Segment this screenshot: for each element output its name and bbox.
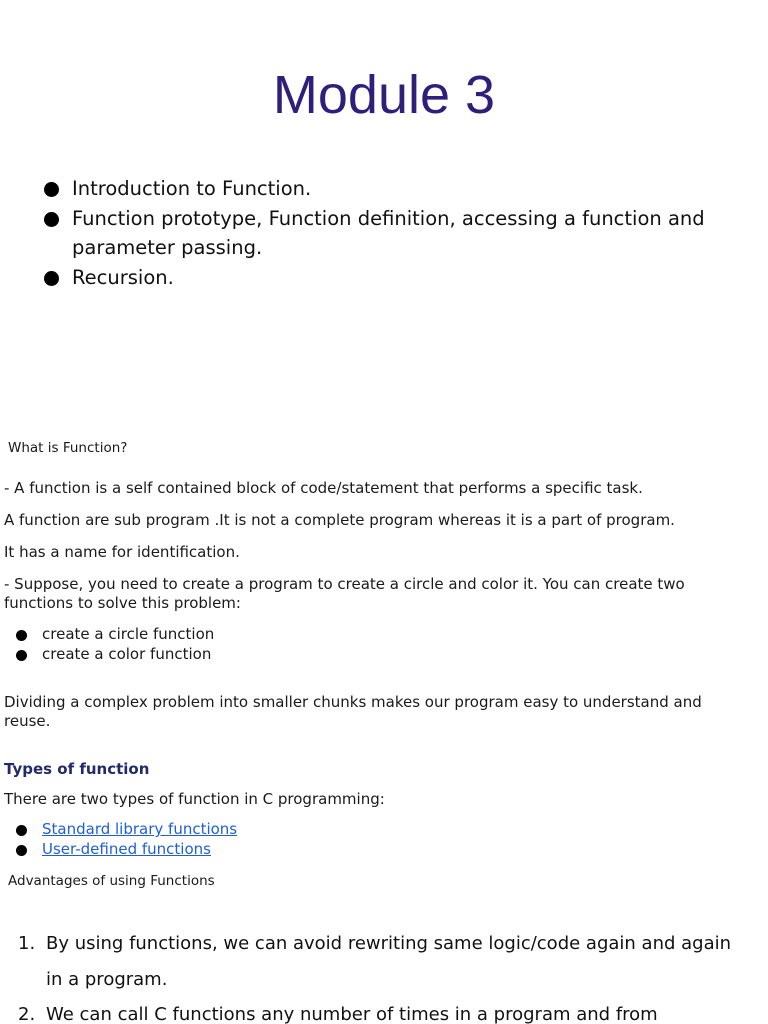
advantage-label: By using functions, we can avoid rewriting same logic/code again and again in a program.: [46, 933, 732, 990]
list-item-label: create a color function: [42, 644, 212, 663]
topic-item: [44, 204, 744, 263]
types-intro-paragraph: There are two types of function in C programming:: [4, 790, 385, 808]
types-heading: Types of function: [4, 760, 150, 778]
types-links-list: [16, 820, 237, 859]
list-item: [18, 926, 738, 997]
advantages-heading: Advantages of using Functions: [8, 873, 215, 889]
topic-label: Introduction to Function.: [72, 177, 312, 200]
example-intro-paragraph: - Suppose, you need to create a program to create a circle and color it. You can create two functions to solve this problem:: [4, 575, 685, 612]
definition-paragraph: - A function is a self contained block of code/statement that performs a specific task.: [4, 479, 643, 497]
bullet-icon: [44, 182, 59, 197]
standard-library-functions-link[interactable]: Standard library functions: [42, 820, 238, 838]
bullet-icon: [16, 825, 27, 836]
list-item: [16, 645, 214, 665]
list-item: [16, 840, 237, 860]
topic-item: [44, 263, 744, 293]
definition-paragraph: It has a name for identification.: [4, 543, 240, 561]
topic-label: Function prototype, Function definition, accessing a function and parameter passing.: [72, 206, 705, 259]
list-number: 2.: [18, 1004, 36, 1024]
module-topics-list: [44, 174, 744, 292]
topic-item: [44, 174, 744, 204]
example-functions-list: [16, 625, 214, 664]
page-title: Module 3: [272, 65, 496, 125]
bullet-icon: [16, 630, 27, 641]
list-item: [18, 997, 738, 1024]
topic-label: Recursion.: [72, 265, 174, 289]
advantages-list: [18, 926, 738, 1024]
user-defined-functions-link[interactable]: User-defined functions: [42, 839, 211, 858]
what-is-function-heading: What is Function?: [8, 440, 128, 456]
list-item-label: create a circle function: [42, 625, 215, 643]
dividing-paragraph: Dividing a complex problem into smaller chunks makes our program easy to understand and reuse.: [4, 693, 702, 730]
list-item: [16, 625, 214, 645]
list-number: 1.: [18, 933, 36, 954]
bullet-icon: [44, 212, 59, 227]
definition-paragraph: A function are sub program .It is not a complete program whereas it is a part of program.: [4, 511, 675, 529]
advantage-label: We can call C functions any number of times in a program and from: [46, 1004, 658, 1024]
bullet-icon: [16, 650, 27, 661]
bullet-icon: [44, 271, 59, 286]
list-item: [16, 820, 237, 840]
bullet-icon: [16, 845, 27, 856]
